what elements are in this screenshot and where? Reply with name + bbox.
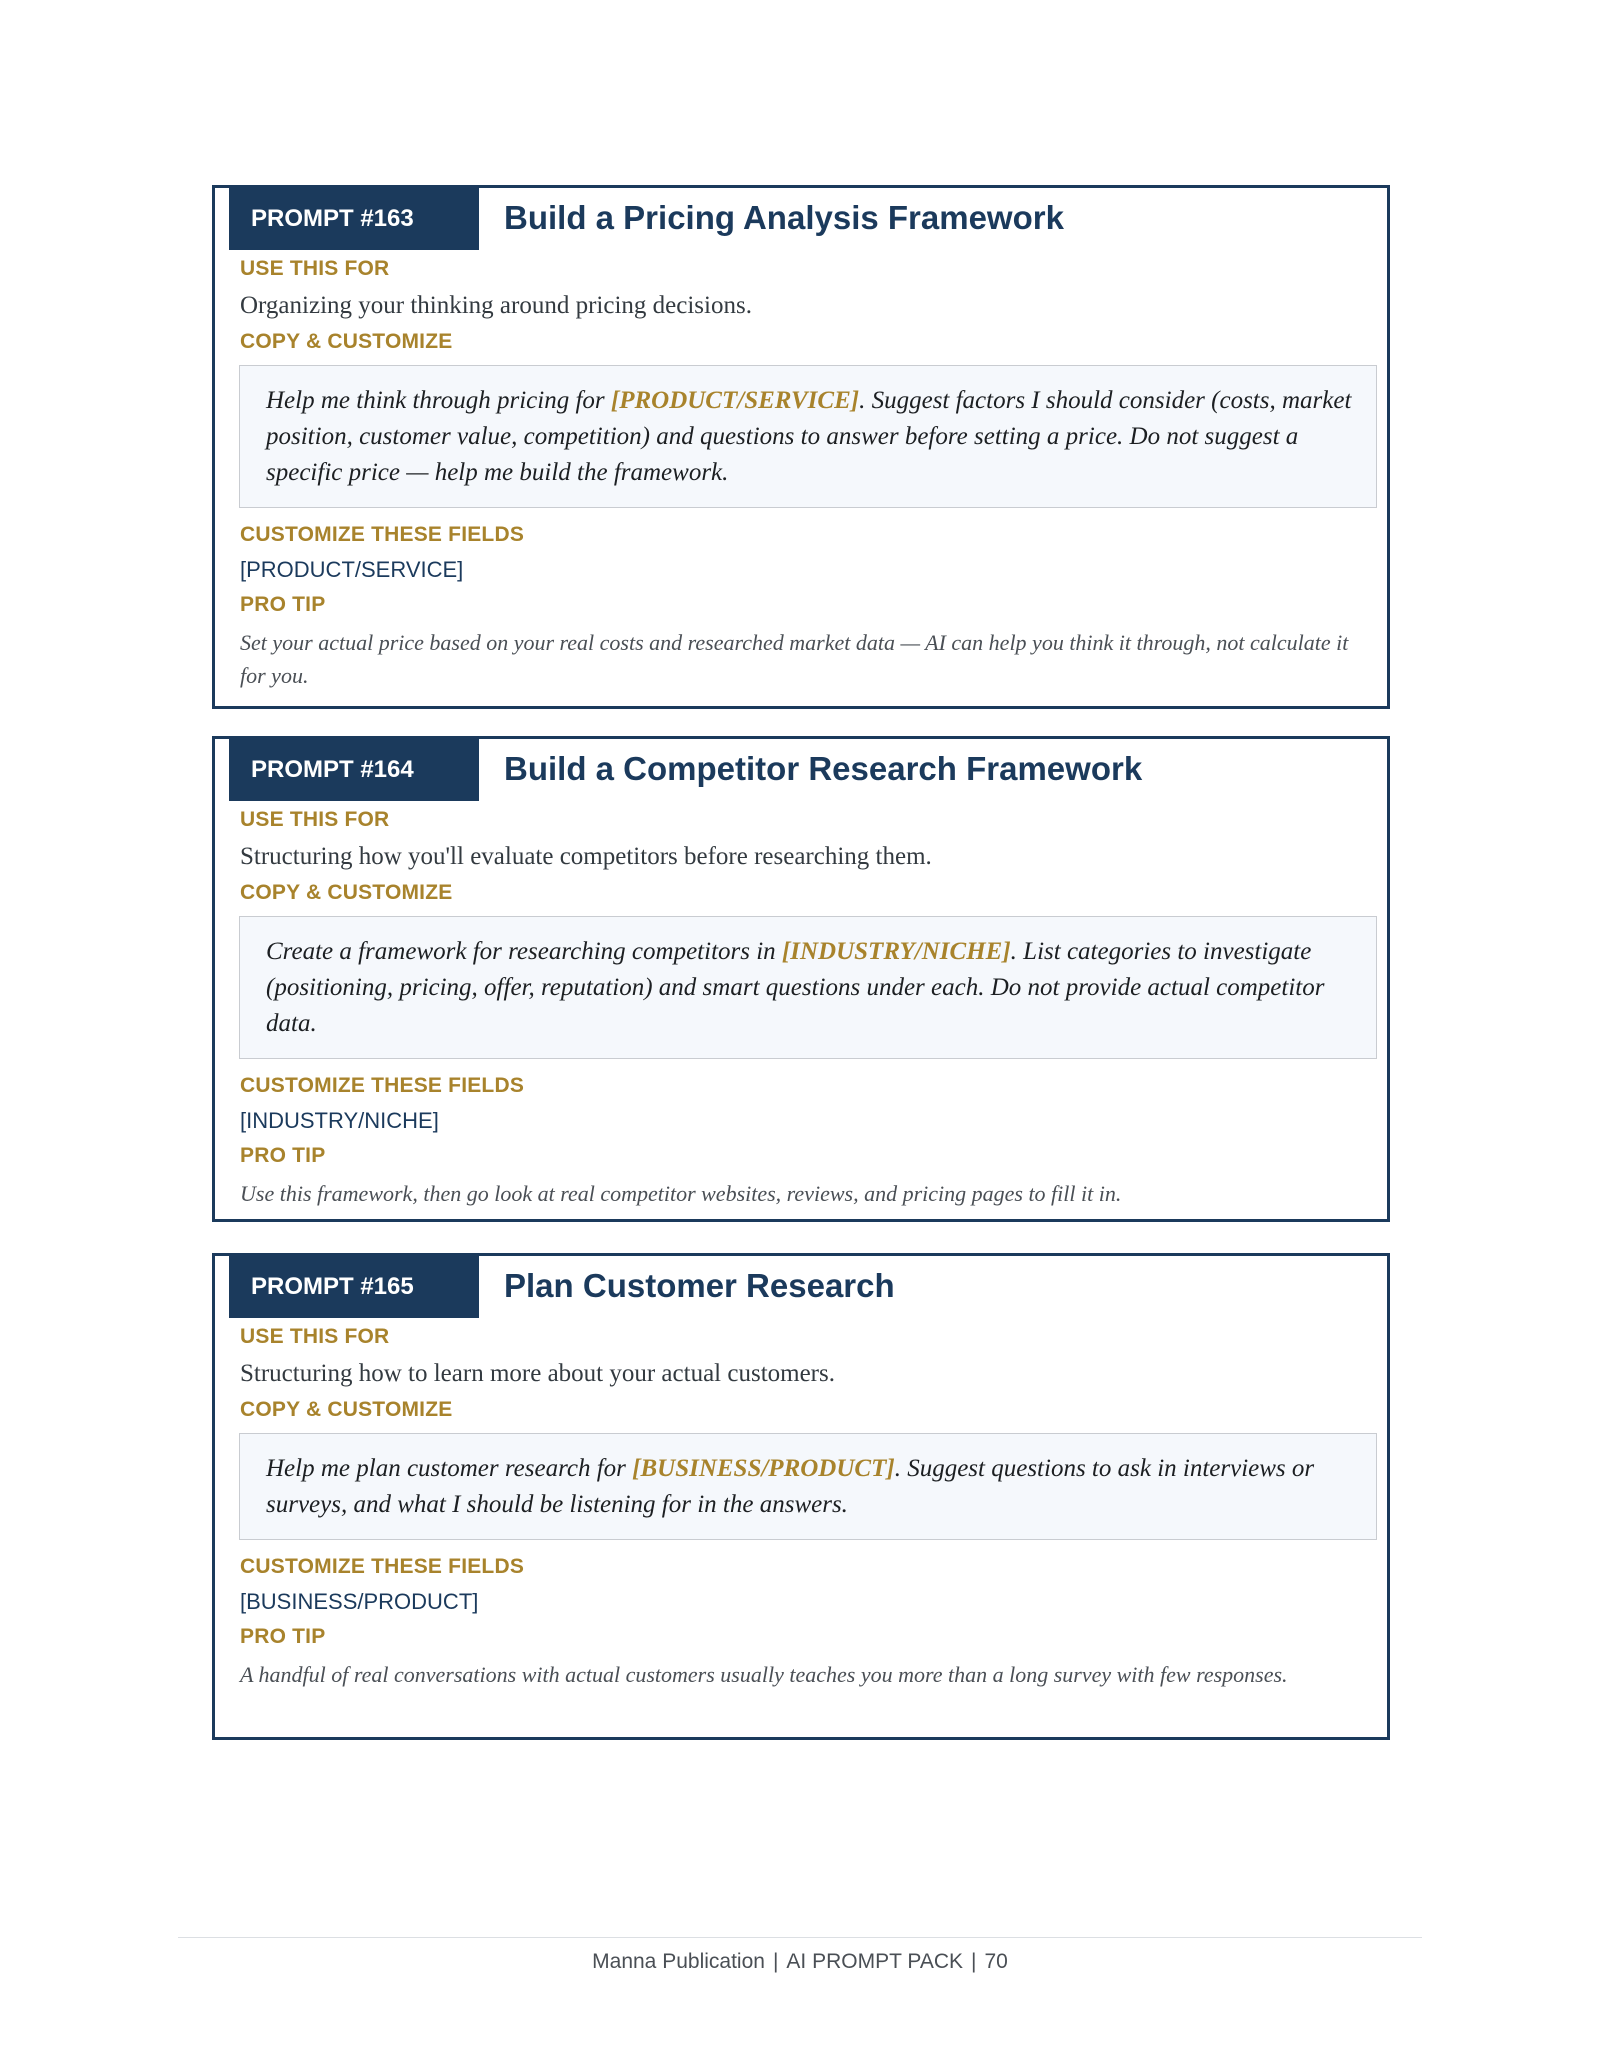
prompt-title: Build a Pricing Analysis Framework <box>504 199 1064 236</box>
prompt-number-badge: PROMPT #164 <box>229 739 479 801</box>
footer-separator: | <box>772 1950 779 1973</box>
prompt-number-badge: PROMPT #165 <box>229 1256 479 1318</box>
use-this-for-text: Structuring how you'll evaluate competitors before researching them. <box>240 843 932 870</box>
pro-tip-text: A handful of real conversations with actual customers usually teaches you more than a long survey with few responses. <box>240 1662 1288 1687</box>
footer-pack-name: AI PROMPT PACK <box>786 1950 963 1973</box>
pro-tip-text: Use this framework, then go look at real competitor websites, reviews, and pricing pages to fill it in. <box>240 1181 1122 1206</box>
prompt-text-after: . Suggest factors I should consider (costs, market position, customer value, competition) and questions to answer before setting a price. Do not suggest a specific price — help me build the framework. <box>266 387 1352 486</box>
prompt-text-box[interactable] <box>239 916 1377 1059</box>
prompt-placeholder: [BUSINESS/PRODUCT] <box>632 1455 895 1482</box>
prompt-text-before: Help me plan customer research for <box>266 1455 633 1482</box>
use-this-for-text: Structuring how to learn more about your actual customers. <box>240 1360 835 1387</box>
pro-tip-text: Set your actual price based on your real costs and researched market data — AI can help you think it through, not calculate it for you. <box>240 630 1349 688</box>
use-this-for-label: USE THIS FOR <box>240 808 390 831</box>
prompt-card-body <box>215 739 1387 1210</box>
prompt-text-after: . List categories to investigate (positioning, pricing, offer, reputation) and smart questions under each. Do not provide actual competitor data. <box>266 938 1325 1037</box>
pro-tip-label: PRO TIP <box>240 1625 326 1648</box>
copy-customize-label: COPY & CUSTOMIZE <box>240 1398 453 1421</box>
prompt-text-before: Create a framework for researching competitors in <box>266 938 782 965</box>
prompt-placeholder: [PRODUCT/SERVICE] <box>610 387 860 414</box>
customize-fields-label: CUSTOMIZE THESE FIELDS <box>240 1555 525 1578</box>
copy-customize-label: COPY & CUSTOMIZE <box>240 330 453 353</box>
use-this-for-label: USE THIS FOR <box>240 1325 390 1348</box>
customize-fields-label: CUSTOMIZE THESE FIELDS <box>240 1074 525 1097</box>
prompt-card-165 <box>212 1253 1390 1740</box>
prompt-text-box[interactable] <box>239 365 1377 508</box>
page-number: 70 <box>984 1950 1008 1973</box>
prompt-card-body <box>215 188 1387 692</box>
pro-tip-label: PRO TIP <box>240 1144 326 1167</box>
customize-fields-label: CUSTOMIZE THESE FIELDS <box>240 523 525 546</box>
use-this-for-label: USE THIS FOR <box>240 257 390 280</box>
footer-separator: | <box>971 1950 977 1973</box>
customize-fields-text: [PRODUCT/SERVICE] <box>240 557 464 582</box>
prompt-card-164 <box>212 736 1390 1222</box>
prompt-card-163 <box>212 185 1390 709</box>
prompt-title: Plan Customer Research <box>504 1267 895 1304</box>
prompt-placeholder: [INDUSTRY/NICHE] <box>781 938 1011 965</box>
copy-customize-label: COPY & CUSTOMIZE <box>240 881 453 904</box>
prompt-text-after: . Suggest questions to ask in interviews or surveys, and what I should be listening for in the answers. <box>266 1455 1315 1518</box>
prompt-text-before: Help me think through pricing for <box>266 387 611 414</box>
customize-fields-text: [INDUSTRY/NICHE] <box>240 1108 439 1133</box>
customize-fields-text: [BUSINESS/PRODUCT] <box>240 1589 479 1614</box>
prompt-number-badge: PROMPT #163 <box>229 188 479 250</box>
prompt-card-body <box>215 1256 1387 1691</box>
page-footer <box>0 1948 1600 1976</box>
footer-divider <box>178 1937 1422 1938</box>
pro-tip-label: PRO TIP <box>240 593 326 616</box>
prompt-text-box[interactable] <box>239 1433 1377 1540</box>
use-this-for-text: Organizing your thinking around pricing decisions. <box>240 292 752 319</box>
prompt-title: Build a Competitor Research Framework <box>504 750 1143 787</box>
footer-publisher: Manna Publication <box>592 1950 765 1973</box>
